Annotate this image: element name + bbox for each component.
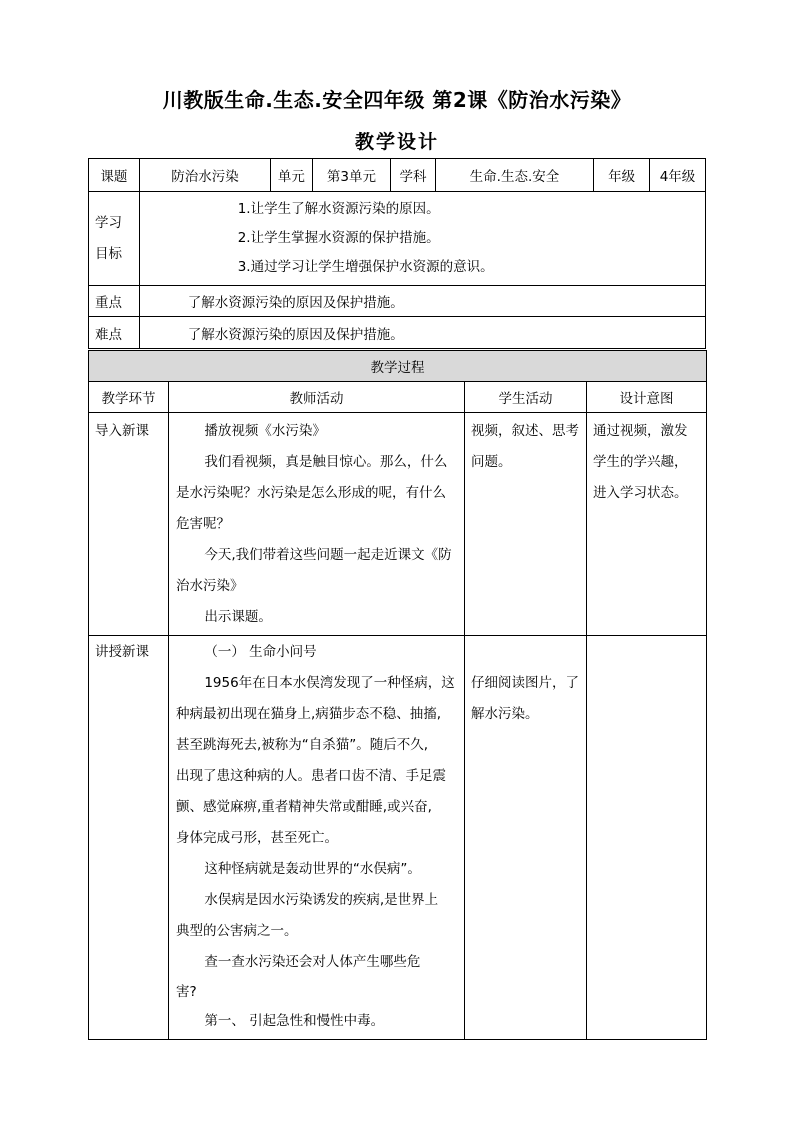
new-teacher-line-11: 查一查水污染还会对人体产生哪些危 [204,954,421,970]
goal-item-2: 2.让学生掌握水资源的保护措施。 [237,230,440,246]
intro-row [89,413,707,636]
new-stage-label: 讲授新课 [95,644,149,660]
key-point-label: 重点 [89,286,140,317]
intro-stage-label: 导入新课 [95,423,149,439]
intro-student-line-1: 视频，叙述、思考 [471,423,579,439]
grade-value: 4年级 [650,159,706,192]
lesson-info-table [88,158,706,349]
stage-header: 教学环节 [89,382,169,413]
intro-intent-line-3: 进入学习状态。 [593,485,688,501]
intro-teacher-line-3: 是水污染呢？水污染是怎么形成的呢，有什么 [176,485,446,501]
new-student-line-1: 仔细阅读图片，了 [471,675,579,691]
intro-intent-line-2: 学生的学兴趣， [593,454,688,470]
new-teacher-line-8: 这种怪病就是轰动世界的“水俣病”。 [204,861,421,877]
new-teacher-line-9: 水俣病是因水污染诱发的疾病,是世界上 [204,892,439,908]
new-teacher-line-12: 害? [176,984,197,1000]
goals-row [89,192,706,286]
teacher-header: 教师活动 [169,382,465,413]
intro-intent [587,413,707,636]
unit-label: 单元 [271,159,312,192]
intro-teacher-line-1: 播放视频《水污染》 [204,423,326,439]
teaching-process-table [88,350,707,1040]
new-teacher-line-4: 甚至跳海死去,被称为“自杀猫”。随后不久, [176,737,429,753]
difficult-point-label: 难点 [89,317,140,349]
intro-teacher-line-6: 治水污染》 [176,578,244,594]
new-lesson-row [89,636,707,1040]
new-student-line-2: 解水污染。 [471,706,539,722]
goals-content [139,192,705,286]
process-header-row [89,382,707,413]
document-title: 川教版生命.生态.安全四年级 第2课《防治水污染》 [162,88,632,112]
new-teacher-line-7: 身体完成弓形，甚至死亡。 [176,830,338,846]
intro-teacher-line-2: 我们看视频，真是触目惊心。那么，什么 [204,454,448,470]
intro-teacher-line-5: 今天,我们带着这些问题一起走近课文《防 [204,547,452,563]
new-teacher [169,636,465,1040]
intro-student-line-2: 问题。 [471,454,512,470]
topic-value: 防治水污染 [139,159,270,192]
intent-header: 设计意图 [587,382,707,413]
key-point-text: 了解水资源污染的原因及保护措施。 [139,286,705,317]
process-band-row [89,351,707,382]
new-teacher-line-10: 典型的公害病之一。 [176,923,298,939]
grade-label: 年级 [594,159,650,192]
intro-teacher [169,413,465,636]
goals-label-line2: 目标 [95,245,122,262]
new-intent [587,636,707,1040]
subject-value: 生命.生态.安全 [435,159,593,192]
new-teacher-line-1: （一） 生命小问号 [204,644,317,660]
goal-item-3: 3.通过学习让学生增强保护水资源的意识。 [237,259,494,275]
unit-value: 第3单元 [312,159,391,192]
process-band-title: 教学过程 [89,351,707,382]
document-subtitle: 教学设计 [354,131,439,153]
info-row [89,159,706,192]
intro-teacher-line-4: 危害呢？ [176,516,230,532]
goals-label-line1: 学习 [95,214,122,231]
topic-label: 课题 [89,159,140,192]
intro-student [465,413,587,636]
new-stage [89,636,169,1040]
new-teacher-line-2: 1956年在日本水俣湾发现了一种怪病，这 [204,675,455,691]
intro-stage [89,413,169,636]
subject-label: 学科 [391,159,436,192]
new-teacher-line-3: 种病最初出现在猫身上,病猫步态不稳、抽搐, [176,706,442,722]
student-header: 学生活动 [465,382,587,413]
key-point-row [89,286,706,317]
intro-teacher-line-7: 出示课题。 [204,609,272,625]
difficult-point-text: 了解水资源污染的原因及保护措施。 [139,317,705,349]
new-teacher-line-6: 颤、感觉麻痹,重者精神失常或酣睡,或兴奋, [176,799,432,815]
new-teacher-line-5: 出现了患这种病的人。患者口齿不清、手足震 [176,768,446,784]
goal-item-1: 1.让学生了解水资源污染的原因。 [237,201,440,217]
new-teacher-line-13: 第一、 引起急性和慢性中毒。 [204,1013,385,1029]
difficult-point-row [89,317,706,349]
new-student [465,636,587,1040]
intro-intent-line-1: 通过视频，激发 [593,423,688,439]
goals-label [89,192,140,286]
